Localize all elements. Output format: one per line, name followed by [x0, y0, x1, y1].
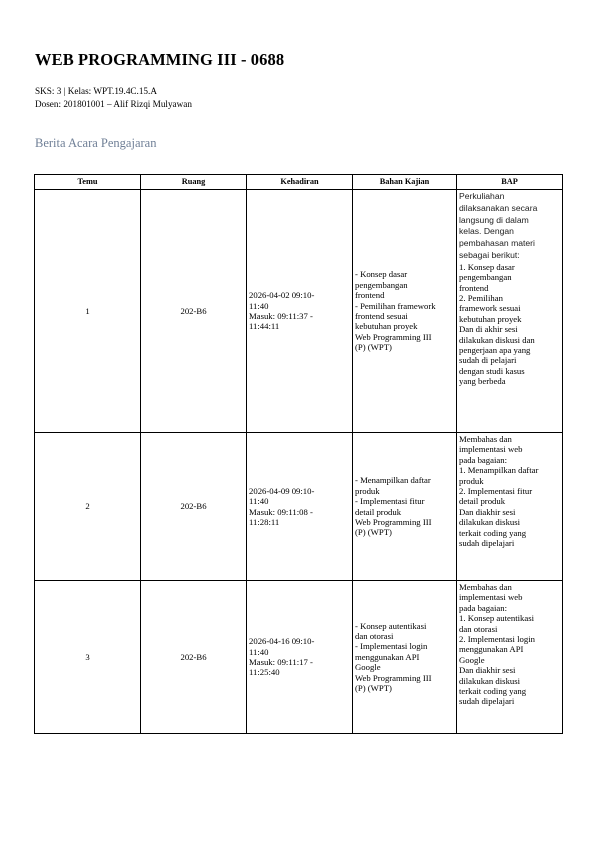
bap-table — [34, 174, 563, 734]
bahan-line: Web Programming III — [355, 516, 432, 527]
bahan-line: Google — [355, 662, 381, 673]
kehadiran-line: 11:40 — [249, 646, 269, 657]
kehadiran-line: 11:25:40 — [249, 667, 280, 678]
bap-line: langsung di dalam — [459, 214, 529, 225]
bap-line: sudah di pelajari — [459, 355, 517, 366]
kehadiran-line: 2026-04-09 09:10- — [249, 485, 315, 496]
page-title: WEB PROGRAMMING III - 0688 — [35, 50, 285, 69]
kehadiran-line: 2026-04-16 09:10- — [249, 636, 315, 647]
header-bap: BAP — [457, 175, 563, 190]
bahan-line: produk — [355, 485, 380, 496]
bap-line: pada bagaian: — [459, 602, 507, 613]
bahan-line: kebutuhan proyek — [355, 321, 418, 332]
bap-line: terkait coding yang — [459, 527, 527, 538]
kehadiran-line: 2026-04-02 09:10- — [249, 290, 315, 301]
kehadiran-line: 11:40 — [249, 300, 269, 311]
bap-line: frontend — [459, 282, 489, 293]
bap-line: terkait coding yang — [459, 686, 527, 697]
bahan-line: - Pemilihan framework — [355, 300, 436, 311]
bap-line: dengan studi kasus — [459, 365, 525, 376]
header-temu: Temu — [35, 175, 141, 190]
header-ruang: Ruang — [141, 175, 247, 190]
bap-line: dan otorasi — [459, 623, 498, 634]
bahan-line: detail produk — [355, 506, 402, 517]
bap-line: implementasi web — [459, 444, 523, 455]
table-row — [35, 433, 563, 581]
bahan-line: pengembangan — [355, 279, 408, 290]
bap-line: Perkuliahan — [459, 191, 505, 201]
cell-bahan-kajian — [353, 190, 457, 433]
bap-line: sudah dipelajari — [459, 538, 515, 549]
bap-line: Dan diakhir sesi — [459, 665, 516, 676]
section-heading: Berita Acara Pengajaran — [35, 136, 157, 150]
cell-temu: 2 — [35, 433, 141, 581]
bahan-line: - Implementasi login — [355, 641, 428, 652]
bahan-line: - Konsep autentikasi — [355, 620, 427, 631]
kehadiran-line: 11:28:11 — [249, 516, 280, 527]
header-kehadiran: Kehadiran — [247, 175, 353, 190]
kehadiran-line: 11:40 — [249, 496, 269, 507]
bap-line: 2. Implementasi login — [459, 634, 536, 645]
bap-line: pada bagaian: — [459, 454, 507, 465]
bap-line: 2. Implementasi fitur — [459, 486, 533, 497]
bap-line: yang berbeda — [459, 376, 506, 387]
bap-line: 1. Konsep dasar — [459, 261, 515, 272]
bahan-line: - Konsep dasar — [355, 269, 408, 280]
bahan-line: dan otorasi — [355, 630, 394, 641]
cell-ruang: 202-B6 — [141, 433, 247, 581]
bahan-line: frontend sesuai — [355, 311, 408, 321]
cell-kehadiran — [247, 190, 353, 433]
bap-line: implementasi web — [459, 592, 523, 603]
cell-kehadiran — [247, 433, 353, 581]
bap-line: pengerjaan apa yang — [459, 345, 531, 356]
bap-line: framework sesuai — [459, 303, 521, 314]
bap-line: dilakukan diskusi — [459, 517, 521, 528]
bap-line: 1. Konsep autentikasi — [459, 613, 535, 624]
bahan-line: (P) (WPT) — [355, 683, 392, 694]
bahan-line: frontend — [355, 290, 385, 301]
cell-ruang: 202-B6 — [141, 581, 247, 734]
cell-bap — [457, 190, 563, 433]
cell-bahan-kajian — [353, 581, 457, 734]
cell-bap — [457, 581, 563, 734]
bap-line: Membahas dan — [459, 582, 512, 592]
bap-line: produk — [459, 475, 484, 486]
kehadiran-line: 11:44:11 — [249, 321, 280, 332]
bahan-line: (P) (WPT) — [355, 342, 392, 353]
bahan-line: - Menampilkan daftar — [355, 475, 431, 486]
table-header-row — [35, 175, 563, 190]
cell-kehadiran — [247, 581, 353, 734]
cell-temu: 1 — [35, 190, 141, 433]
bap-line: 1. Menampilkan daftar — [459, 465, 539, 476]
bap-line: Dan diakhir sesi — [459, 506, 516, 517]
course-info: SKS: 3 | Kelas: WPT.19.4C.15.A — [35, 86, 157, 96]
kehadiran-line: Masuk: 09:11:08 - — [249, 506, 313, 517]
lecturer-info: Dosen: 201801001 – Alif Rizqi Mulyawan — [35, 99, 192, 109]
bahan-line: menggunakan API — [355, 651, 420, 662]
cell-temu: 3 — [35, 581, 141, 734]
bap-line: Dan di akhir sesi — [459, 324, 518, 335]
cell-bahan-kajian — [353, 433, 457, 581]
bahan-line: Web Programming III — [355, 672, 432, 683]
bap-line: pengembangan — [459, 272, 512, 283]
bap-line: Google — [459, 654, 485, 665]
bap-line: pembahasan materi — [459, 238, 535, 249]
table-row — [35, 190, 563, 433]
bap-line: dilaksanakan secara — [459, 202, 538, 213]
bap-line: Membahas dan — [459, 434, 512, 444]
bahan-line: (P) (WPT) — [355, 527, 392, 538]
cell-bap — [457, 433, 563, 581]
table-row — [35, 581, 563, 734]
bap-line: detail produk — [459, 496, 506, 507]
bap-line: dilakukan diskusi — [459, 675, 521, 686]
page-bottom-margin — [34, 744, 562, 842]
bahan-line: - Implementasi fitur — [355, 496, 425, 507]
kehadiran-line: Masuk: 09:11:17 - — [249, 657, 313, 667]
bap-line: kebutuhan proyek — [459, 313, 522, 324]
header-bahan-kajian: Bahan Kajian — [353, 175, 457, 190]
cell-ruang: 202-B6 — [141, 190, 247, 433]
bap-line: menggunakan API — [459, 644, 524, 655]
bap-line: dilakukan diskusi dan — [459, 334, 535, 345]
bap-line: kelas. Dengan — [459, 226, 514, 237]
bap-line: 2. Pemilihan — [459, 293, 503, 303]
kehadiran-line: Masuk: 09:11:37 - — [249, 311, 313, 321]
bap-line: sebagai berikut: — [459, 249, 520, 260]
bap-line: sudah dipelajari — [459, 696, 515, 707]
bahan-line: Web Programming III — [355, 331, 432, 342]
